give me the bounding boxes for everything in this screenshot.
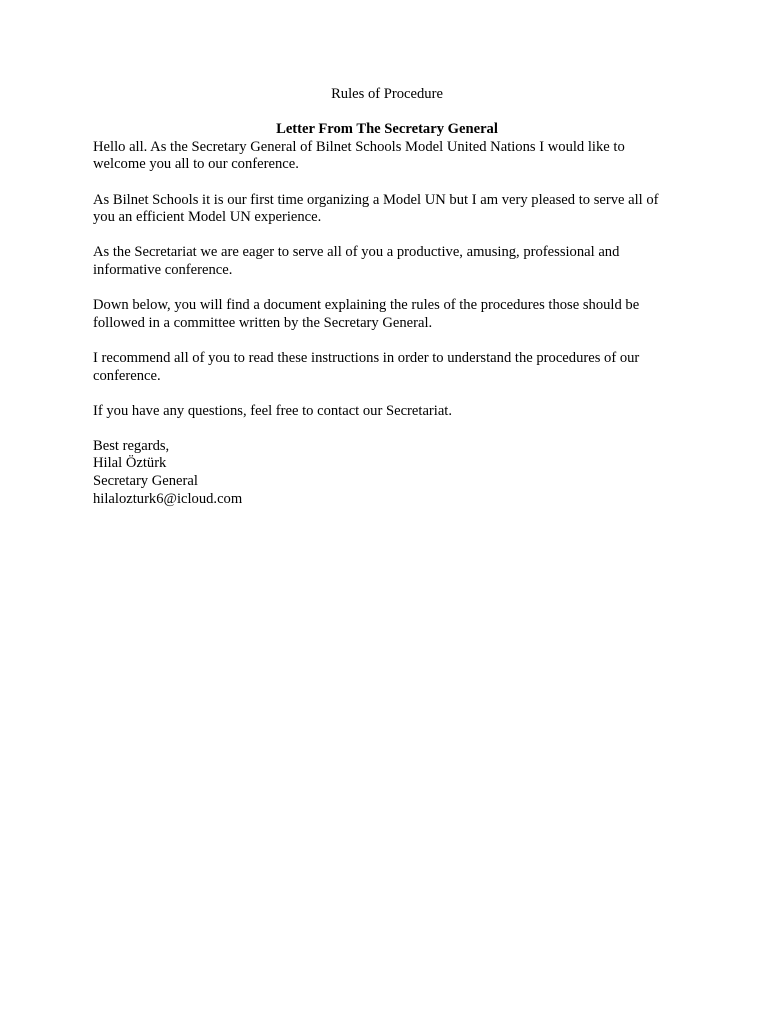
paragraph-recommendation: I recommend all of you to read these instructions in order to understand the procedures of our conference. <box>93 349 640 384</box>
paragraph-welcome: Hello all. As the Secretary General of Bilnet Schools Model United Nations I would like to welcome you all to our conference. <box>93 138 625 173</box>
signature-role: Secretary General <box>93 473 198 490</box>
signature-closing: Best regards, <box>93 437 170 454</box>
paragraph-document-info: Down below, you will find a document explaining the rules of the procedures those should be followed in a committee written by the Secretary General. <box>93 297 640 331</box>
paragraph-secretariat: As the Secretariat we are eager to serve all of you a productive, amusing, professional and informative conference. <box>93 244 620 278</box>
signature-email: hilalozturk6@icloud.com <box>93 490 243 507</box>
paragraph-questions: If you have any questions, feel free to contact our Secretariat. <box>93 402 453 419</box>
document-title: Rules of Procedure <box>331 86 443 102</box>
signature-block <box>93 438 681 508</box>
document-body <box>93 86 681 508</box>
paragraph-first-time: As Bilnet Schools it is our first time organizing a Model UN but I am very pleased to serve all of you an efficient Model UN experience. <box>93 191 659 226</box>
signature-name: Hilal Öztürk <box>93 455 167 472</box>
letter-heading: Letter From The Secretary General <box>276 121 498 138</box>
